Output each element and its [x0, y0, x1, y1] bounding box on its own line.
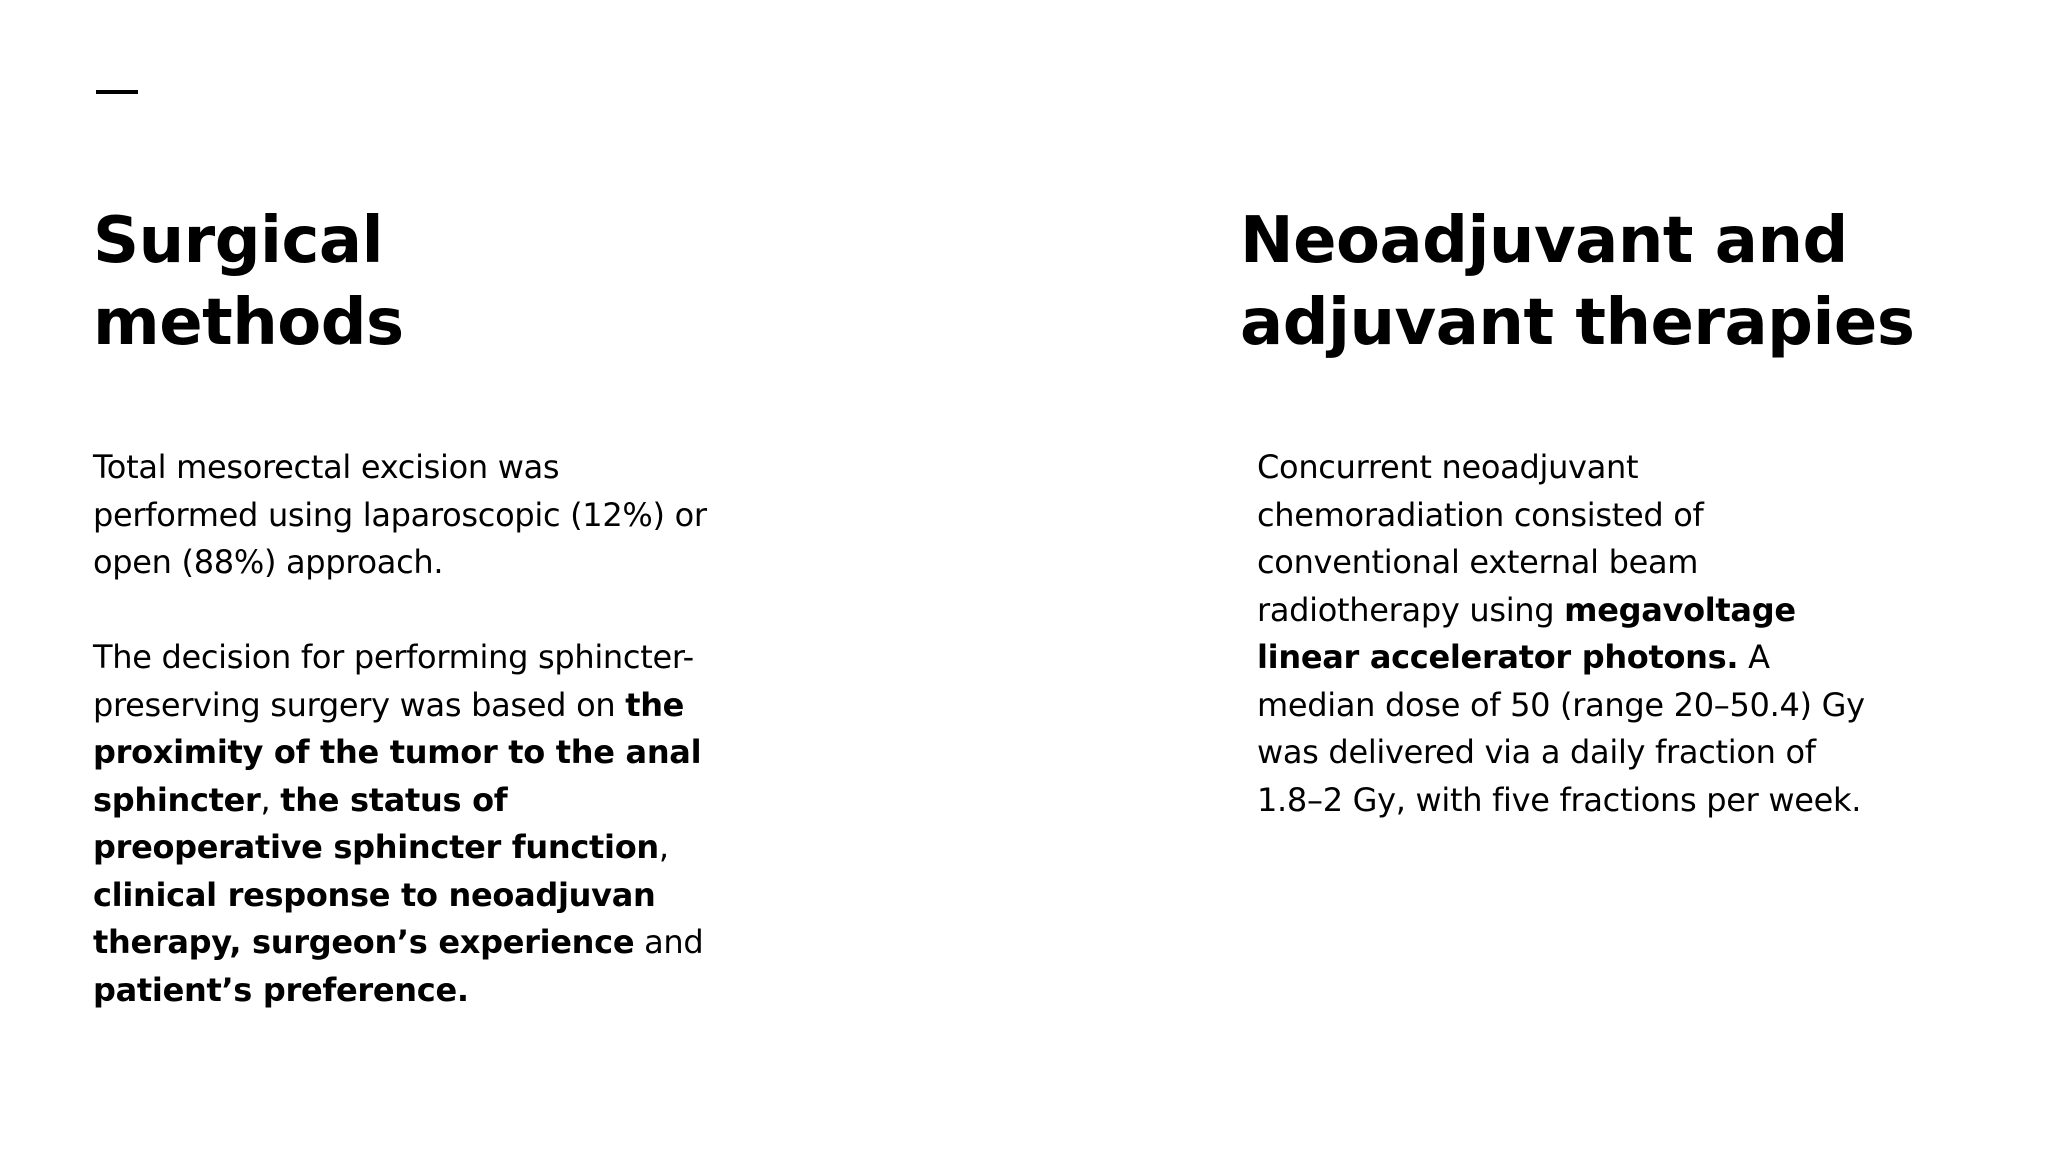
bold-run: the status of preoperative sphincter function: [93, 780, 659, 866]
therapies-body: [1257, 444, 1877, 824]
bold-run: patient’s preference.: [93, 970, 469, 1009]
text-run: A median dose of 50 (range 20–50.4) Gy was delivered via a daily fraction of 1.8–2 Gy, with five fractions per week.: [1257, 638, 1865, 819]
heading-line-2: methods: [93, 286, 404, 360]
chemoradiation-paragraph: [1257, 444, 1877, 824]
heading-line-1: Neoadjuvant and: [1240, 204, 1848, 278]
heading-line-2: adjuvant therapies: [1240, 286, 1915, 360]
text-run: ,: [260, 780, 281, 819]
surgical-methods-body: [93, 444, 713, 1014]
text-run: The decision for performing sphincter-preserving surgery was based on: [93, 638, 694, 724]
sphincter-decision-paragraph: [93, 634, 713, 1014]
text-run: Concurrent neoadjuvant chemoradiation consisted of conventional external beam radiotherapy using: [1257, 448, 1704, 629]
therapies-heading: [1240, 200, 2000, 364]
surgical-methods-heading: [93, 200, 813, 364]
bold-run: the proximity of the tumor to the anal sphincter: [93, 685, 702, 819]
therapies-section: [1240, 200, 2000, 819]
bold-run: clinical response to neoadjuvan therapy, surgeon’s experience: [93, 875, 656, 961]
tme-paragraph: Total mesorectal excision was performed using laparoscopic (12%) or open (88%) approach.: [93, 448, 707, 581]
bold-run: megavoltage linear accelerator photons.: [1257, 590, 1796, 676]
text-run: ,: [658, 828, 669, 866]
text-run: and: [634, 923, 704, 961]
surgical-methods-section: [93, 200, 813, 1009]
dash-icon: [96, 90, 138, 94]
heading-line-1: Surgical: [93, 204, 384, 278]
